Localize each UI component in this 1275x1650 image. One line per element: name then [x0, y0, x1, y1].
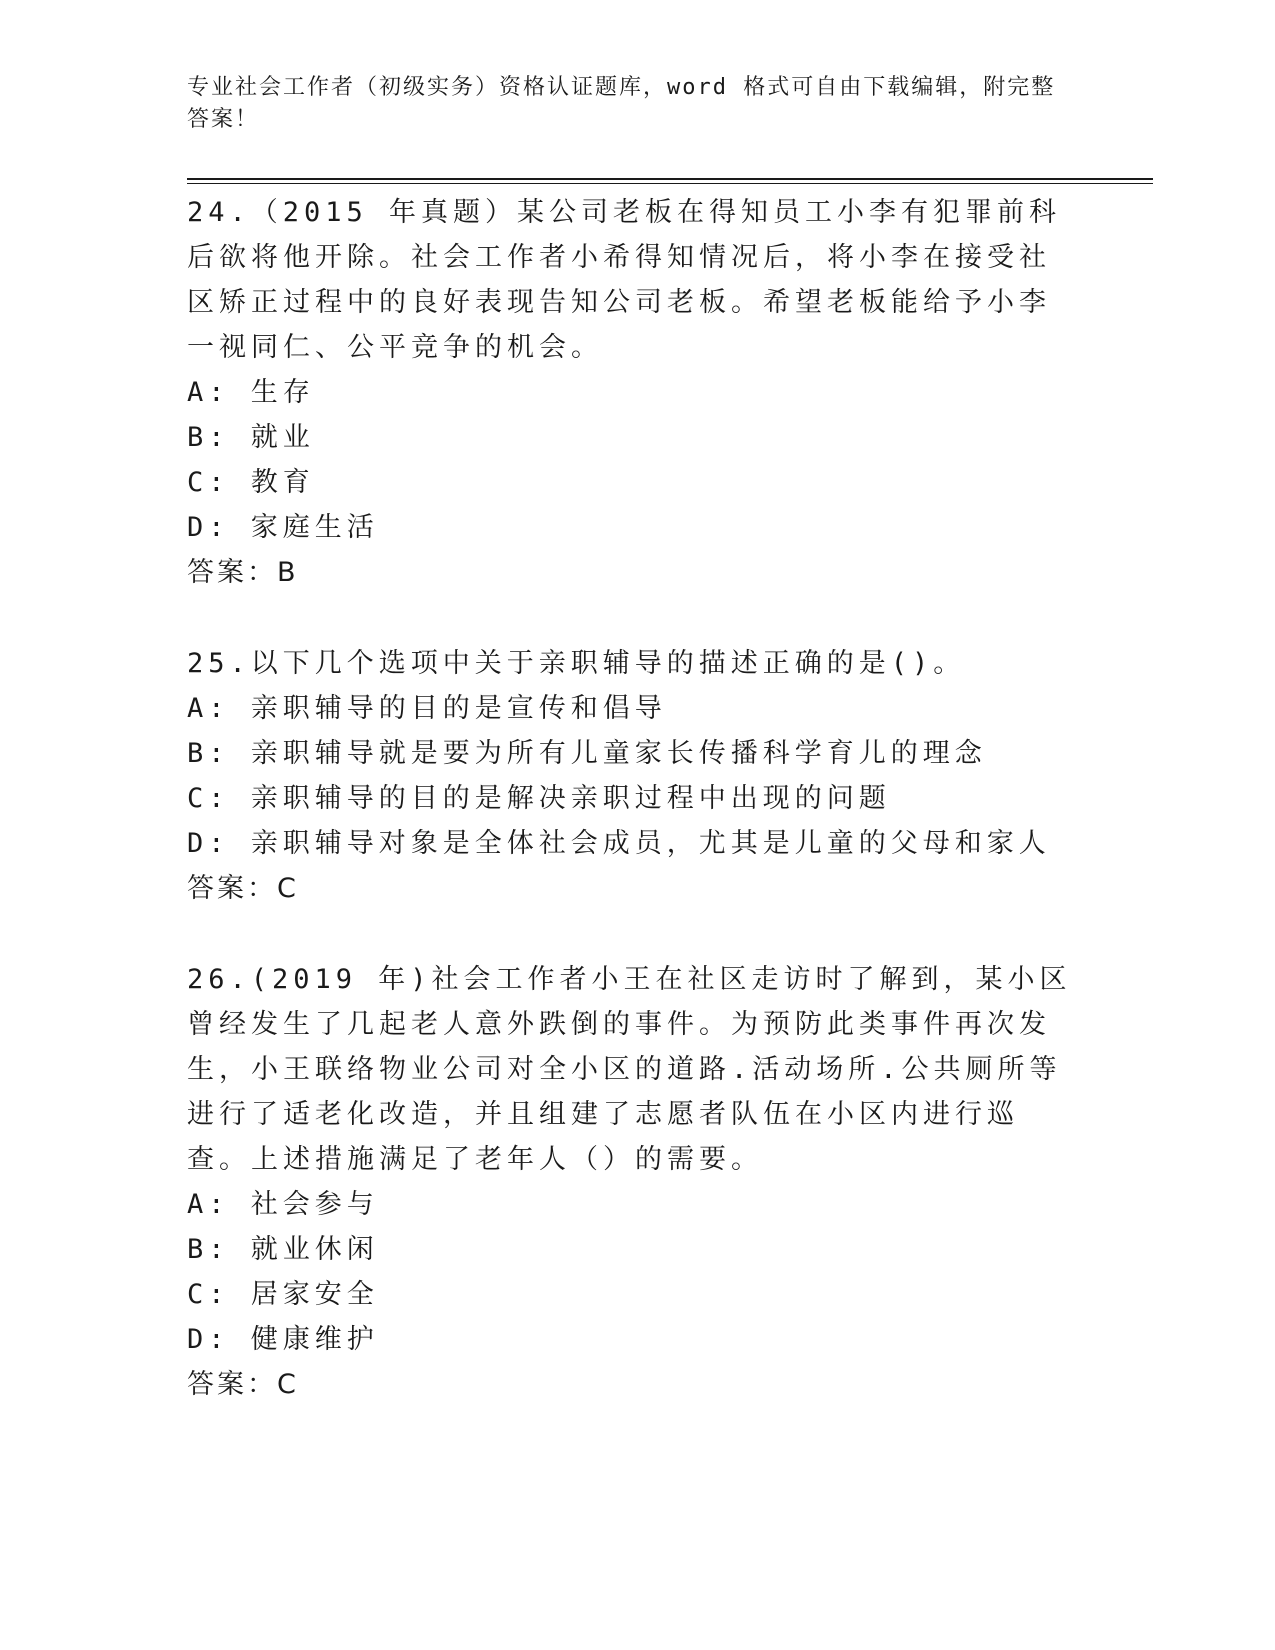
- option-a: A: 社会参与: [187, 1189, 379, 1220]
- option-c: C: 亲职辅导的目的是解决亲职过程中出现的问题: [187, 783, 891, 814]
- option-a: A: 亲职辅导的目的是宣传和倡导: [187, 693, 667, 724]
- answer-line: 答案：C: [187, 1369, 299, 1400]
- question-spacer: [187, 595, 1087, 641]
- option-b: B: 亲职辅导就是要为所有儿童家长传播科学育儿的理念: [187, 738, 987, 769]
- option-b: B: 就业: [187, 422, 315, 453]
- header-divider-thick: [187, 178, 1153, 180]
- option-c: C: 教育: [187, 467, 315, 498]
- option-a: A: 生存: [187, 377, 315, 408]
- question-stem: 26.(2019 年)社会工作者小王在社区走访时了解到，某小区曾经发生了几起老人意外跌倒的事件。为预防此类事件再次发生，小王联络物业公司对全小区的道路.活动场所.公共厕所等进行了适老化改造，并且组建了志愿者队伍在小区内进行巡查。上述措施满足了老年人（）的需要。: [187, 964, 1072, 1175]
- question-list: [187, 190, 1087, 1407]
- question-25: [187, 641, 1087, 911]
- option-b: B: 就业休闲: [187, 1234, 379, 1265]
- question-spacer: [187, 911, 1087, 957]
- document-header: 专业社会工作者（初级实务）资格认证题库，word 格式可自由下载编辑，附完整答案！: [187, 75, 1056, 132]
- option-d: D: 家庭生活: [187, 512, 379, 543]
- option-d: D: 健康维护: [187, 1324, 379, 1355]
- option-c: C: 居家安全: [187, 1279, 379, 1310]
- question-24: [187, 190, 1087, 595]
- answer-line: 答案：B: [187, 557, 299, 588]
- header-divider-thin: [187, 183, 1153, 184]
- question-stem: 25.以下几个选项中关于亲职辅导的描述正确的是()。: [187, 648, 966, 679]
- question-stem: 24.（2015 年真题）某公司老板在得知员工小李有犯罪前科后欲将他开除。社会工作者小希得知情况后，将小李在接受社区矫正过程中的良好表现告知公司老板。希望老板能给予小李一视同仁、公平竞争的机会。: [187, 197, 1062, 363]
- answer-line: 答案：C: [187, 873, 299, 904]
- option-d: D: 亲职辅导对象是全体社会成员，尤其是儿童的父母和家人: [187, 828, 1051, 859]
- question-26: [187, 957, 1087, 1407]
